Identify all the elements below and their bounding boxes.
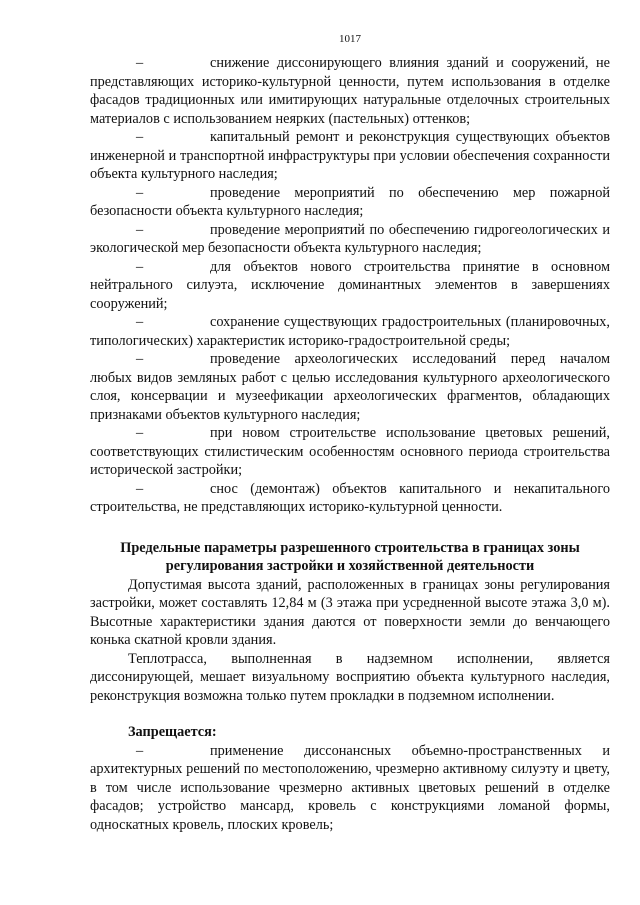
list-item-text: проведение археологических исследований перед началом любых видов земляных работ с целью исследования культурного археологического слоя, консервации и музеефикации археологических фрагментов, обладающих признаками объектов культурного наследия;: [90, 351, 610, 423]
list-item: [90, 480, 610, 517]
list-dash: –: [136, 55, 144, 71]
page-number: 1017: [339, 33, 361, 45]
list-dash: –: [136, 480, 144, 497]
list-item-text: сохранение существующих градостроительных (планировочных, типологических) характеристик историко-градостроительной среды;: [90, 314, 610, 349]
list-dash: –: [136, 425, 144, 441]
list-item-text: при новом строительстве использование цветовых решений, соответствующих стилистическим особенностям основного периода строительства исторической застройки;: [90, 425, 610, 478]
list-dash: –: [136, 314, 144, 330]
list-item: [90, 258, 610, 314]
list-item: [90, 184, 610, 221]
list-item: [90, 54, 610, 128]
measures-list: [90, 54, 610, 517]
list-dash: –: [136, 258, 144, 275]
list-item: [90, 128, 610, 184]
list-dash: –: [136, 221, 144, 238]
list-item-text: проведение мероприятий по обеспечению мер пожарной безопасности объекта культурного наследия;: [90, 184, 610, 219]
list-item-text: снос (демонтаж) объектов капитального и некапитального строительства, не представляющих историко-культурной ценности.: [90, 480, 610, 515]
forbidden-title: Запрещается:: [128, 724, 217, 740]
list-item-text: проведение мероприятий по обеспечению гидрогеологических и экологической мер безопасности объекта культурного наследия;: [90, 221, 610, 256]
list-item: [90, 313, 610, 350]
list-dash: –: [136, 129, 144, 145]
heating-paragraph: Теплотрасса, выполненная в надземном исполнении, является диссонирующей, мешает визуальному восприятию объекта культурного наследия, реконструкция возможна только путем прокладки в подземном исполнении.: [90, 650, 610, 704]
list-item-text: снижение диссонирующего влияния зданий и сооружений, не представляющих историко-культурной ценности, путем использования в отделке фасадов традиционных или имитирующих натуральные отделочных строительных материалов с использованием неярких (пастельных) оттенков;: [90, 55, 610, 127]
list-item: [90, 350, 610, 424]
list-item: [90, 221, 610, 258]
spacer: [90, 705, 610, 723]
list-item-text: капитальный ремонт и реконструкция существующих объектов инженерной и транспортной инфраструктуры при условии обеспечения сохранности объекта культурного наследия;: [90, 129, 610, 182]
section-heading: Предельные параметры разрешенного строительства в границах зоны регулирования застройки и хозяйственной деятельности: [120, 539, 580, 574]
document-body: [90, 54, 610, 834]
height-paragraph: Допустимая высота зданий, расположенных в границах зоны регулирования застройки, может составлять 12,84 м (3 этажа при усредненной высоте этажа 3,0 м). Высотные характеристики здания даются от поверхности земли до венчающего конька скатной кровли здания.: [90, 576, 610, 648]
forbidden-item-text: применение диссонансных объемно-пространственных и архитектурных решений по местоположению, чрезмерно активному силуэту и цвету, в том числе использование чрезмерно активных цветовых решений в отделке фасадов; устройство мансард, кровель с конструкциями ломаной формы, односкатных кровель, плоских кровель;: [90, 742, 610, 833]
list-dash: –: [136, 742, 144, 759]
list-item: [90, 424, 610, 480]
list-item-text: для объектов нового строительства принятие в основном нейтрального силуэта, исключение доминантных элементов в завершениях сооружений;: [90, 258, 610, 312]
list-dash: –: [136, 351, 144, 367]
list-dash: –: [136, 184, 144, 201]
forbidden-item: [90, 742, 610, 835]
